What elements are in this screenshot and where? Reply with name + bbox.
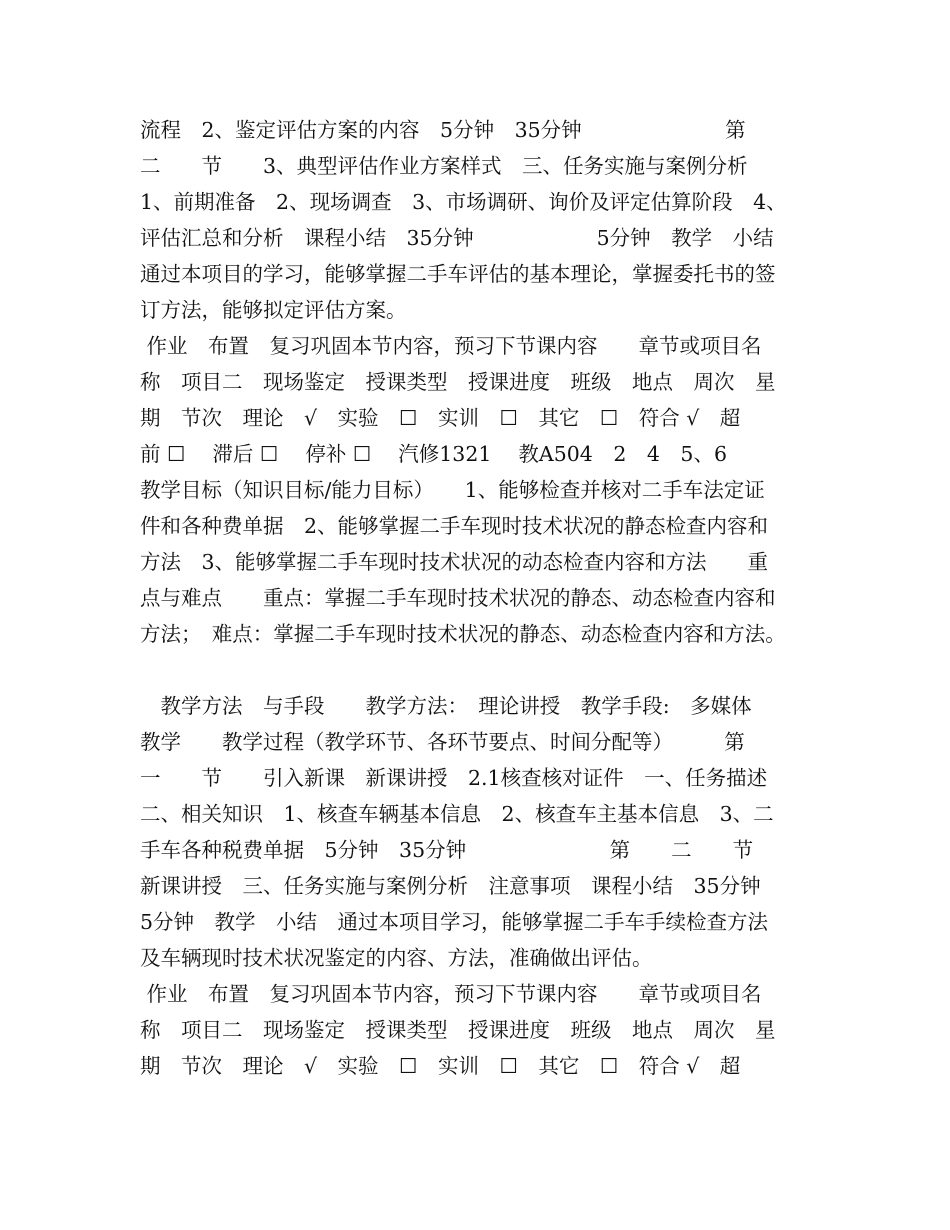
- text-line: 教学目标（知识目标/能力目标） 1、能够检查并核对二手车法定证: [140, 478, 765, 502]
- paragraph-gap: [140, 652, 830, 688]
- text-line: 及车辆现时技术状况鉴定的内容、方法，准确做出评估。: [140, 946, 653, 970]
- text-line: 流程 2、鉴定评估方案的内容 5分钟 35分钟 第: [140, 118, 746, 142]
- text-line: 通过本项目的学习，能够掌握二手车评估的基本理论，掌握委托书的签: [140, 262, 776, 286]
- text-line: 手车各种税费单据 5分钟 35分钟 第 二 节: [140, 838, 754, 862]
- text-line: 称 项目二 现场鉴定 授课类型 授课进度 班级 地点 周次 星: [140, 1018, 776, 1042]
- text-line: 教学 教学过程（教学环节、各环节要点、时间分配等） 第: [140, 730, 745, 754]
- text-line: 教学方法 与手段 教学方法： 理论讲授 教学手段: 多媒体: [140, 694, 752, 718]
- text-line: 前 ☐ 滞后 ☐ 停补 ☐ 汽修1321 教A504 2 4 5、6: [140, 442, 728, 466]
- body-text: [140, 112, 830, 1084]
- text-line: 5分钟 教学 小结 通过本项目学习，能够掌握二手车手续检查方法: [140, 910, 769, 934]
- text-line: 件和各种费单据 2、能够掌握二手车现时技术状况的静态检查内容和: [140, 514, 769, 538]
- text-line: 订方法，能够拟定评估方案。: [140, 298, 407, 322]
- text-line: 二 节 3、典型评估作业方案样式 三、任务实施与案例分析: [140, 154, 748, 178]
- text-line: 作业 布置 复习巩固本节内容，预习下节课内容 章节或项目名: [140, 334, 762, 358]
- text-line: 点与难点 重点：掌握二手车现时技术状况的静态、动态检查内容和: [140, 586, 776, 610]
- text-line: 方法 3、能够掌握二手车现时技术状况的动态检查内容和方法 重: [140, 550, 769, 574]
- text-line: 二、相关知识 1、核查车辆基本信息 2、核查车主基本信息 3、二: [140, 802, 774, 826]
- text-line: 评估汇总和分析 课程小结 35分钟 5分钟 教学 小结: [140, 226, 774, 250]
- text-line: 一 节 引入新课 新课讲授 2.1核查核对证件 一、任务描述: [140, 766, 768, 790]
- text-line: 方法； 难点：掌握二手车现时技术状况的静态、动态检查内容和方法。: [140, 622, 786, 646]
- text-line: 期 节次 理论 √ 实验 ☐ 实训 ☐ 其它 ☐ 符合 √ 超: [140, 406, 741, 430]
- text-line: 1、前期准备 2、现场调查 3、市场调研、询价及评定估算阶段 4、: [140, 190, 787, 214]
- text-line: 称 项目二 现场鉴定 授课类型 授课进度 班级 地点 周次 星: [140, 370, 776, 394]
- text-line: 作业 布置 复习巩固本节内容，预习下节课内容 章节或项目名: [140, 982, 762, 1006]
- text-line: 新课讲授 三、任务实施与案例分析 注意事项 课程小结 35分钟: [140, 874, 761, 898]
- text-line: 期 节次 理论 √ 实验 ☐ 实训 ☐ 其它 ☐ 符合 √ 超: [140, 1054, 741, 1078]
